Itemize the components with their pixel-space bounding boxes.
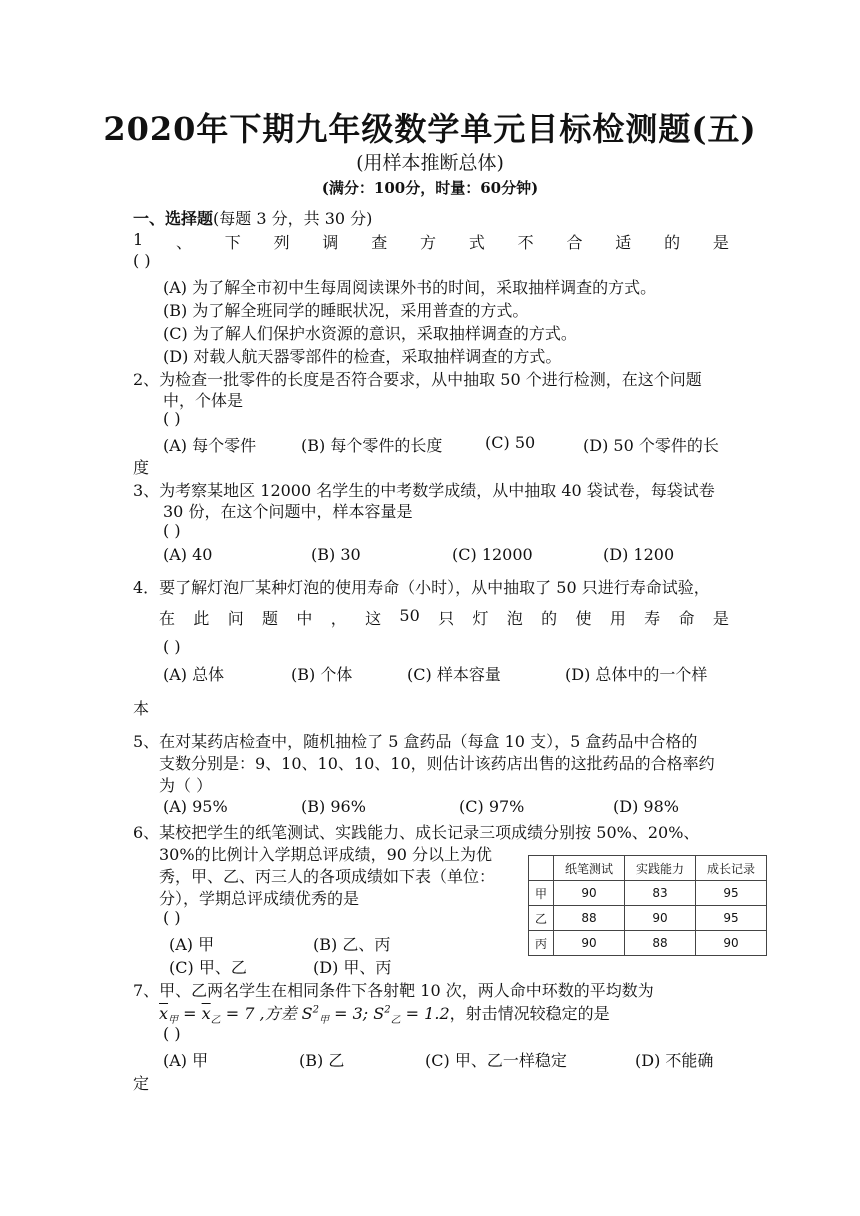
- table-cell: 90: [625, 906, 696, 931]
- variance-exponent-a: 2: [312, 1004, 320, 1016]
- table-corner-cell: [529, 856, 554, 881]
- q4-option-a: (A) 总体: [163, 665, 225, 684]
- table-row: [529, 881, 767, 906]
- q3-option-b: (B) 30: [311, 545, 361, 564]
- formula-equals: =: [178, 1004, 202, 1023]
- table-header-cell: 成长记录: [696, 856, 767, 881]
- page-title: 2020年下期九年级数学单元目标检测题(五): [103, 110, 757, 148]
- q4-line-2-char: 泡: [506, 609, 523, 628]
- q2-line-2: 中，个体是: [163, 391, 244, 410]
- q4-line-2-char: 中: [296, 609, 313, 628]
- table-cell: 90: [696, 931, 767, 956]
- q4-line-2-char: 用: [609, 609, 626, 628]
- q6-line-2: 30%的比例计入学期总评成绩，90 分以上为优: [159, 845, 493, 864]
- subscript-b: 乙: [210, 1015, 221, 1027]
- q4-line-2-char: 在: [159, 609, 176, 628]
- q2-option-c: (C) 50: [485, 433, 536, 452]
- q5-line-3: 为（ ）: [159, 776, 213, 795]
- q5-option-a: (A) 95%: [163, 797, 228, 816]
- q4-line-2-char: 此: [193, 609, 210, 628]
- q1-stem-char: 调: [322, 233, 339, 252]
- q7-option-c: (C) 甲、乙一样稳定: [425, 1051, 567, 1070]
- q6-line-1: 6、某校把学生的纸笔测试、实践能力、成长记录三项成绩分别按 50%、20%、: [133, 823, 700, 842]
- q4-line-2-char: 的: [541, 609, 558, 628]
- q1-stem: [133, 230, 729, 253]
- q4-line-2-char: 寿: [644, 609, 661, 628]
- q2-answer-paren: ( ): [163, 409, 181, 428]
- q7-option-d-wrap: 定: [133, 1074, 150, 1093]
- table-cell: 95: [696, 881, 767, 906]
- q4-line-2-char: 问: [227, 609, 244, 628]
- q3-line-1: 3、为考察某地区 12000 名学生的中考数学成绩，从中抽取 40 袋试卷，每袋试卷: [133, 481, 715, 500]
- q7-option-b: (B) 乙: [299, 1051, 345, 1070]
- q1-option-c: (C) 为了解人们保护水资源的意识，采取抽样调查的方式。: [163, 324, 577, 343]
- table-row: [529, 906, 767, 931]
- table-cell: 83: [625, 881, 696, 906]
- q5-line-2: 支数分别是：9、10、10、10、10，则估计该药店出售的这批药品的合格率约: [159, 754, 715, 773]
- q6-line-3: 秀，甲、乙、丙三人的各项成绩如下表（单位：: [159, 867, 496, 886]
- q4-line-2-char: ，: [330, 609, 347, 628]
- q3-option-a: (A) 40: [163, 545, 213, 564]
- q7-formula: [159, 1004, 450, 1027]
- mean-symbol-a: $\overline{x}$: [159, 1004, 169, 1023]
- score-table-header-row: [529, 856, 767, 881]
- q4-line-2-char: 只: [438, 609, 455, 628]
- q4-answer-paren: ( ): [163, 637, 181, 656]
- q1-option-b: (B) 为了解全班同学的睡眠状况，采用普查的方式。: [163, 301, 529, 320]
- score-table: [528, 855, 767, 956]
- q1-stem-char: 不: [517, 233, 534, 252]
- q4-line-2: [159, 606, 729, 629]
- q6-option-d: (D) 甲、丙: [313, 958, 392, 977]
- q1-option-a: (A) 为了解全市初中生每周阅读课外书的时间，采取抽样调查的方式。: [163, 278, 657, 297]
- q2-option-d: (D) 50 个零件的长: [583, 436, 719, 455]
- q4-line-2-char: 题: [262, 609, 279, 628]
- mean-symbol-b: $\overline{x}$: [201, 1004, 211, 1023]
- q5-line-1: 5、在对某药店检查中，随机抽检了 5 盒药品（每盒 10 支），5 盒药品中合格的: [133, 732, 698, 751]
- page-subtitle: (用样本推断总体): [356, 152, 504, 174]
- q7-option-d: (D) 不能确: [635, 1051, 714, 1070]
- formula-mean-value: = 7 ,方差: [220, 1004, 302, 1023]
- q6-option-c: (C) 甲、乙: [169, 958, 247, 977]
- table-cell: 88: [554, 906, 625, 931]
- q2-option-a: (A) 每个零件: [163, 436, 257, 455]
- q1-stem-char: 、: [175, 233, 192, 252]
- q4-line-2-char: 这: [365, 609, 382, 628]
- q7-option-a: (A) 甲: [163, 1051, 209, 1070]
- q3-answer-paren: ( ): [163, 521, 181, 540]
- q1-stem-char: 查: [371, 233, 388, 252]
- q7-answer-paren: ( ): [163, 1024, 181, 1043]
- q7-line-2: [159, 1001, 610, 1026]
- q5-option-b: (B) 96%: [301, 797, 366, 816]
- section-heading: [133, 206, 372, 229]
- table-row: [529, 931, 767, 956]
- q5-option-d: (D) 98%: [613, 797, 679, 816]
- q5-option-c: (C) 97%: [459, 797, 525, 816]
- table-cell: 88: [625, 931, 696, 956]
- q1-option-d: (D) 对载人航天器零部件的检查，采取抽样调查的方式。: [163, 347, 562, 366]
- q7-line-1: 7、甲、乙两名学生在相同条件下各射靶 10 次，两人命中环数的平均数为: [133, 981, 654, 1000]
- variance-exponent-b: 2: [384, 1004, 391, 1016]
- q4-option-d-wrap: 本: [133, 699, 150, 718]
- q6-option-b: (B) 乙、丙: [313, 935, 391, 954]
- q3-option-c: (C) 12000: [452, 545, 533, 564]
- q4-line-2-char: 命: [678, 609, 695, 628]
- q3-line-2: 30 份，在这个问题中，样本容量是: [163, 502, 413, 521]
- q1-stem-char: 下: [224, 233, 241, 252]
- variance-value-a: = 3;: [329, 1004, 374, 1023]
- q3-option-d: (D) 1200: [603, 545, 675, 564]
- variance-value-b: = 1.2: [400, 1004, 450, 1023]
- table-cell: 90: [554, 881, 625, 906]
- q2-option-d-wrap: 度: [133, 458, 150, 477]
- score-info: (满分：100分，时量：60分钟): [321, 179, 539, 197]
- variance-subscript-b: 乙: [390, 1015, 401, 1027]
- q2-line-1: 2、为检查一批零件的长度是否符合要求，从中抽取 50 个进行检测，在这个问题: [133, 370, 702, 389]
- q4-option-c: (C) 样本容量: [407, 665, 501, 684]
- section-label: 一、选择题: [133, 209, 214, 228]
- q4-line-2-char: 是: [712, 609, 729, 628]
- q1-answer-paren: ( ): [133, 251, 151, 270]
- subscript-a: 甲: [168, 1015, 179, 1027]
- q1-stem-char: 1: [133, 230, 144, 249]
- q2-option-b: (B) 每个零件的长度: [301, 436, 443, 455]
- q1-stem-char: 式: [468, 233, 485, 252]
- table-row-label: 乙: [529, 906, 554, 931]
- q1-stem-char: 的: [664, 233, 681, 252]
- table-row-label: 丙: [529, 931, 554, 956]
- table-header-cell: 实践能力: [625, 856, 696, 881]
- q1-stem-char: 列: [273, 233, 290, 252]
- q1-stem-char: 合: [566, 233, 583, 252]
- q1-stem-char: 是: [712, 233, 729, 252]
- table-row-label: 甲: [529, 881, 554, 906]
- variance-symbol-a: S: [301, 1004, 313, 1023]
- q6-answer-paren: ( ): [163, 908, 181, 927]
- q4-option-d: (D) 总体中的一个样: [565, 665, 708, 684]
- q6-line-4: 分），学期总评成绩优秀的是: [159, 889, 360, 908]
- q4-line-2-char: 灯: [472, 609, 489, 628]
- variance-subscript-a: 甲: [319, 1015, 330, 1027]
- table-header-cell: 纸笔测试: [554, 856, 625, 881]
- q6-option-a: (A) 甲: [169, 935, 215, 954]
- section-note: (每题 3 分，共 30 分): [213, 209, 373, 228]
- q4-option-b: (B) 个体: [291, 665, 353, 684]
- q4-line-2-char: 使: [575, 609, 592, 628]
- table-cell: 95: [696, 906, 767, 931]
- q1-stem-char: 方: [420, 233, 437, 252]
- table-cell: 90: [554, 931, 625, 956]
- q1-stem-char: 适: [615, 233, 632, 252]
- variance-symbol-b: S: [373, 1004, 385, 1023]
- q4-line-1: 4．要了解灯泡厂某种灯泡的使用寿命（小时），从中抽取了 50 只进行寿命试验，: [133, 578, 710, 597]
- q4-line-2-char: 50: [399, 606, 420, 625]
- q7-line-2-tail: ，射击情况较稳定的是: [449, 1004, 610, 1023]
